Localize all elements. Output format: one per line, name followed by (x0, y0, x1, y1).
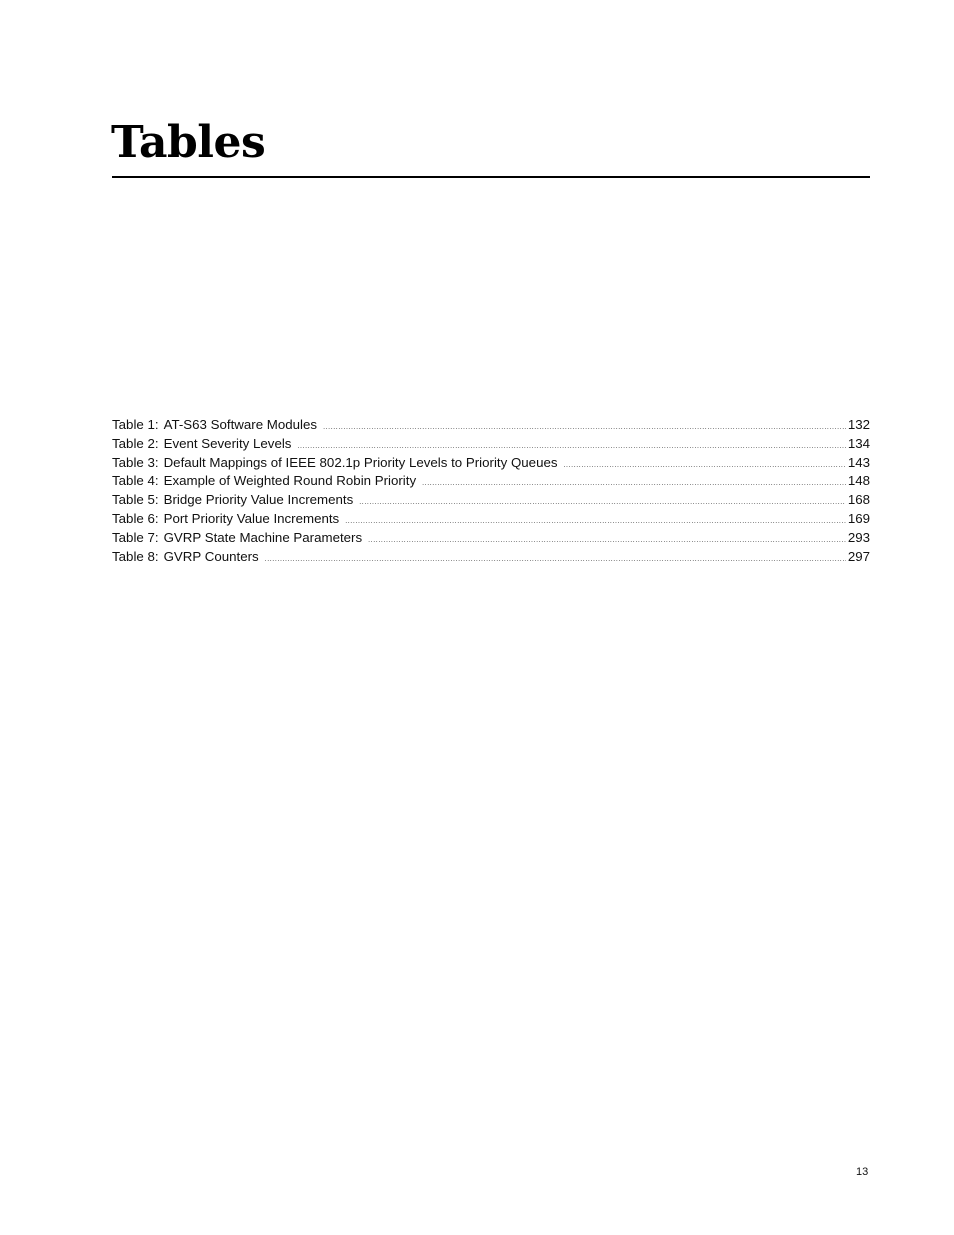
dot-leader (359, 494, 846, 513)
toc-entry-label: Table 6: (112, 510, 159, 526)
title-rule (112, 176, 870, 178)
dot-leader (564, 457, 846, 476)
toc-entry-page: 134 (847, 435, 870, 451)
dot-leader (422, 475, 846, 494)
toc-entry-title: GVRP State Machine Parameters (163, 529, 363, 545)
toc-entry[interactable] (112, 548, 870, 567)
toc-entry-title: Event Severity Levels (163, 435, 292, 451)
dot-leader (323, 419, 846, 438)
toc-entry-label: Table 4: (112, 473, 159, 489)
toc-entry-page: 132 (847, 417, 870, 432)
page-title: Tables (111, 117, 266, 168)
toc-entry[interactable] (112, 454, 870, 473)
list-of-tables (112, 416, 870, 566)
toc-entry-title: Default Mappings of IEEE 802.1p Priority Levels to Priority Queues (163, 454, 558, 470)
dot-leader (368, 532, 846, 551)
toc-entry-label: Table 7: (112, 529, 159, 545)
toc-entry-page: 297 (847, 548, 870, 564)
toc-entry[interactable] (112, 416, 870, 435)
toc-entry-page: 143 (847, 454, 870, 470)
toc-entry-label: Table 3: (112, 454, 159, 470)
toc-entry[interactable] (112, 491, 870, 510)
toc-entry-page: 148 (847, 473, 870, 489)
toc-entry-title: AT-S63 Software Modules (163, 417, 318, 432)
toc-entry-title: Example of Weighted Round Robin Priority (163, 473, 417, 489)
dot-leader (265, 551, 846, 570)
toc-entry[interactable] (112, 435, 870, 454)
toc-entry-page: 169 (847, 510, 870, 526)
page-number: 13 (856, 1166, 869, 1178)
toc-entry-title: GVRP Counters (163, 548, 259, 564)
toc-entry-label: Table 8: (112, 548, 159, 564)
toc-entry-label: Table 2: (112, 435, 159, 451)
toc-entry[interactable] (112, 529, 870, 548)
dot-leader (345, 513, 846, 532)
toc-entry[interactable] (112, 510, 870, 529)
toc-entry-label: Table 1: (112, 417, 159, 432)
toc-entry-page: 293 (847, 529, 870, 545)
toc-entry-label: Table 5: (112, 492, 159, 508)
toc-entry-title: Bridge Priority Value Increments (163, 492, 354, 508)
toc-entry-title: Port Priority Value Increments (163, 510, 340, 526)
toc-entry[interactable] (112, 472, 870, 491)
toc-entry-page: 168 (847, 492, 870, 508)
